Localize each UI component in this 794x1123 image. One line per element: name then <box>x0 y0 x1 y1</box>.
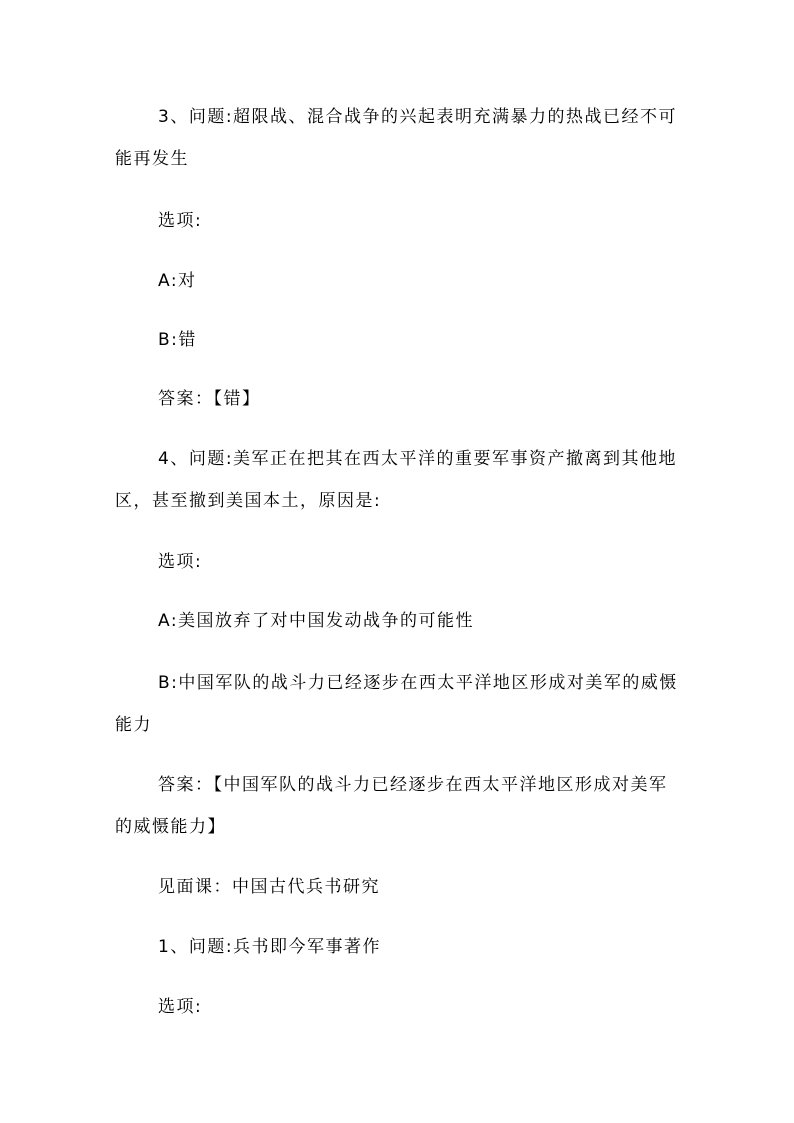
options-label: 选项: <box>158 997 203 1017</box>
answer-4: 答案：【中国军队的战斗力已经逐步在西太平洋地区形成对美军的威慑能力】 <box>115 775 668 837</box>
question-3-text: 3、问题:超限战、混合战争的兴起表明充满暴力的热战已经不可能再发生 <box>115 107 678 169</box>
section-heading: 见面课：中国古代兵书研究 <box>158 877 380 897</box>
options-label: 选项: <box>158 552 203 572</box>
question-1-text: 1、问题:兵书即今军事著作 <box>158 937 382 957</box>
option-a: A:对 <box>158 271 197 291</box>
answer-3: 答案：【错】 <box>158 389 261 409</box>
option-a: A:美国放弃了对中国发动战争的可能性 <box>158 611 475 631</box>
options-label: 选项: <box>158 211 203 231</box>
option-b: B:错 <box>158 330 197 350</box>
question-4-text: 4、问题:美军正在把其在西太平洋的重要军事资产撤离到其他地区，甚至撤到美国本土，原因是: <box>115 449 678 511</box>
option-b: B:中国军队的战斗力已经逐步在西太平洋地区形成对美军的威慑能力 <box>115 673 678 735</box>
